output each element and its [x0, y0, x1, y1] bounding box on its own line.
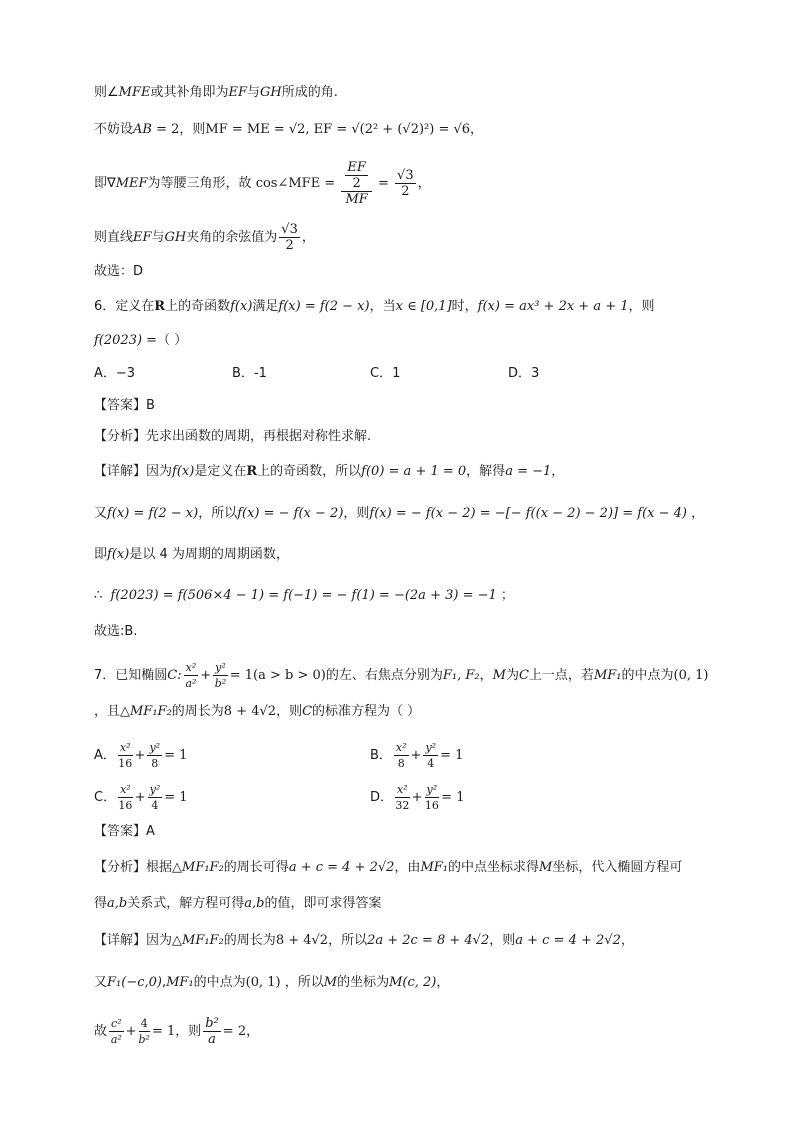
- q7-option-a: A． $\frac{\text{x²}}{16}$ + $\frac{\text{y²}}{8}$ = 1: [94, 741, 188, 770]
- prev-line-1: 则∠MFE或其补角即为EF与GH所成的角.: [94, 85, 338, 100]
- q6-option-a: A．−3: [94, 366, 136, 381]
- fraction-ef-over-mf: $\frac{\frac{EF}{2}}{MF}$: [341, 160, 372, 207]
- q7-answer: 【答案】A: [94, 824, 155, 839]
- q7-analysis-line-1: 【分析】根据△MF₁F₂的周长可得a + c = 4 + 2√2，由MF₁的中点坐标求得M坐标，代入椭圆方程可: [94, 860, 683, 875]
- q6-option-b: B．-1: [232, 366, 267, 381]
- q6-detail-line-4: ∴ f(2023) = f(506×4 − 1) = f(−1) = − f(1) = −(2a + 3) = −1 ；: [94, 588, 514, 603]
- q7-option-c: C． $\frac{\text{x²}}{16}$ + $\frac{\text{y²}}{4}$ = 1: [94, 783, 188, 812]
- q7-stem-line-1: 7．已知椭圆C: $\frac{\text{x²}}{\text{a²}}$ + $\frac{\text{y²}}{\text{b²}}$ = 1(a > b > 0)的左、右焦点分别为F₁, F₂，M为C上一点，若MF₁的中点为(0, 1): [94, 661, 709, 690]
- fraction-c2-a2: $\frac{\text{c²}}{\text{a²}}$: [110, 1017, 122, 1046]
- prev-line-4: 则直线EF与GH夹角的余弦值为 $\frac{√3}{2}$ ，: [94, 222, 315, 253]
- q7-detail-line-3: 故 $\frac{\text{c²}}{\text{a²}}$ + $\frac{4}{\text{b²}}$ = 1，则 $\frac{\text{b²}}{a}$ = 2，: [94, 1016, 260, 1047]
- q7-analysis-line-2: 得a,b关系式，解方程可得a,b的值，即可求得答案: [94, 896, 382, 911]
- q7-option-d: D． $\frac{\text{x²}}{32}$ + $\frac{\text{y²}}{16}$ = 1: [370, 783, 465, 812]
- q6-detail-line-2: 又f(x) = f(2 − x)，所以f(x) = − f(x − 2)，则f(x) = − f(x − 2) = −[− f((x − 2) − 2)] = f(x − 4) ，: [94, 506, 705, 521]
- fraction-y2-b2: $\frac{\text{y²}}{\text{b²}}$: [214, 661, 227, 690]
- q6-detail-line-3: 即f(x)是以 4 为周期的周期函数，: [94, 547, 289, 562]
- fraction-b2-a: $\frac{\text{b²}}{a}$: [205, 1016, 219, 1047]
- q7-detail-line-1: 【详解】因为△MF₁F₂的周长为8 + 4√2，所以2a + 2c = 8 + 4√2，则a + c = 4 + 2√2，: [94, 933, 634, 948]
- q7-option-b: B． $\frac{\text{x²}}{8}$ + $\frac{\text{y²}}{4}$ = 1: [370, 741, 464, 770]
- q6-answer: 【答案】B: [94, 398, 155, 413]
- q6-stem-line-1: 6．定义在R上的奇函数f(x)满足f(x) = f(2 − x)，当x ∈ [0,1]时，f(x) = ax³ + 2x + a + 1，则: [94, 299, 655, 314]
- q6-choice: 故选:B.: [94, 624, 138, 639]
- prev-line-3: 即∇MEF为等腰三角形，故 cos∠MFE = $\frac{\frac{EF}{2}}{MF}$ = $\frac{√3}{2}$ ，: [94, 160, 431, 207]
- fraction-x2-a2: $\frac{\text{x²}}{\text{a²}}$: [185, 661, 197, 690]
- q7-detail-line-2: 又F₁(−c,0),MF₁的中点为(0, 1) ，所以M的坐标为M(c, 2)，: [94, 975, 450, 990]
- prev-line-2: 不妨设AB = 2，则MF = ME = √2, EF = √(2² + (√2)²) = √6，: [94, 122, 484, 137]
- fraction-sqrt3-over-2: $\frac{√3}{2}$: [397, 168, 414, 199]
- q6-analysis: 【分析】先求出函数的周期，再根据对称性求解.: [94, 429, 372, 444]
- prev-choice: 故选：D: [94, 264, 144, 279]
- q6-option-d: D．3: [508, 366, 540, 381]
- q7-stem-line-2: ，且△MF₁F₂的周长为8 + 4√2，则C的标准方程为（ ）: [94, 704, 421, 719]
- q6-detail-line-1: 【详解】因为f(x)是定义在R上的奇函数，所以f(0) = a + 1 = 0，解得a = −1，: [94, 464, 565, 479]
- q6-stem-line-2: f(2023) =（ ）: [94, 333, 188, 348]
- fraction-4-b2: $\frac{4}{\text{b²}}$: [138, 1017, 150, 1046]
- q6-option-c: C．1: [370, 366, 401, 381]
- fraction-answer-cos: $\frac{√3}{2}$: [281, 222, 298, 253]
